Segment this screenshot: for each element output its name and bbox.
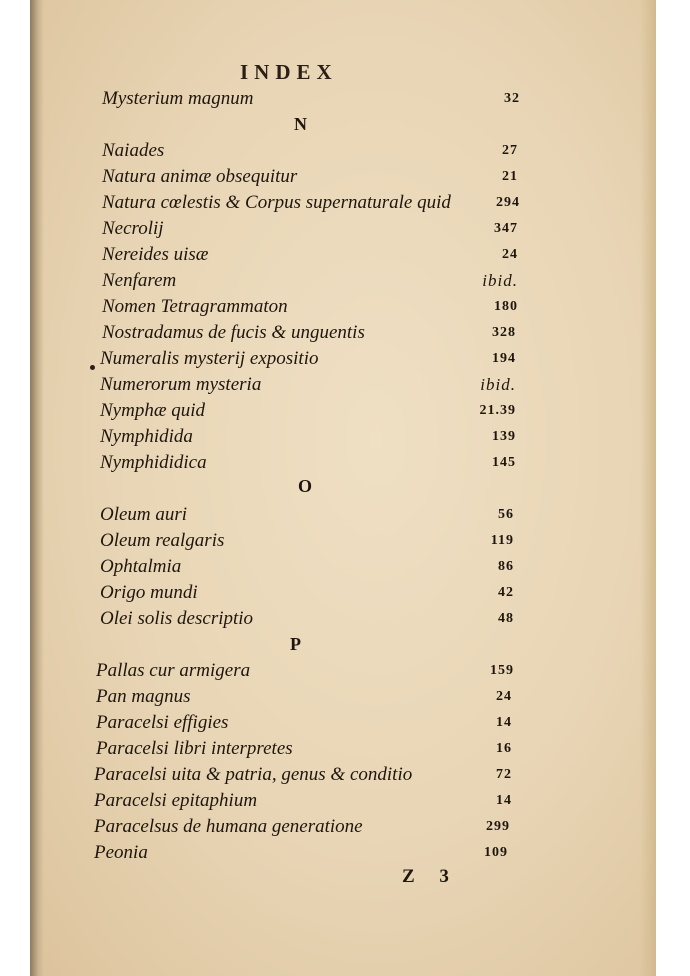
index-entry — [102, 216, 518, 242]
entry-page: 48 — [498, 611, 514, 626]
entry-page: 328 — [492, 325, 516, 340]
signature-mark: Z 3 — [402, 866, 459, 887]
index-entry — [96, 658, 514, 684]
page-edge — [640, 0, 656, 976]
entry-page: 119 — [490, 533, 514, 548]
entry-term: Pan magnus — [96, 686, 191, 707]
entry-page: 159 — [490, 663, 514, 678]
entry-page: 16 — [496, 741, 512, 756]
index-entry — [100, 580, 514, 606]
index-entry — [102, 242, 518, 268]
section-letter-n: N — [294, 114, 307, 134]
binding-gutter — [30, 0, 44, 976]
entry-page: 109 — [484, 845, 508, 860]
entry-term: Origo mundi — [100, 582, 198, 603]
entry-page: ibid. — [482, 271, 518, 290]
section-letter-o: O — [298, 476, 313, 496]
entry-term: Numeralis mysterij expositio — [100, 348, 319, 369]
entry-term: Nomen Tetragrammaton — [102, 296, 288, 317]
index-entry — [102, 320, 516, 346]
index-entry — [100, 554, 514, 580]
entry-term: Ophtalmia — [100, 556, 182, 577]
entry-term: Mysterium magnum — [102, 88, 254, 109]
entry-page: 139 — [492, 429, 516, 444]
entry-term: Paracelsi epitaphium — [94, 790, 258, 811]
ink-dot — [90, 365, 95, 370]
entry-term: Necrolij — [102, 218, 164, 239]
entry-term: Nereides uisæ — [102, 244, 209, 265]
entry-page: 56 — [498, 507, 514, 522]
entry-page: 24 — [496, 689, 512, 704]
entry-page: 347 — [494, 221, 518, 236]
entry-term: Paracelsi libri interpretes — [96, 738, 293, 759]
entry-page: 42 — [498, 585, 514, 600]
entry-page: 14 — [496, 793, 512, 808]
index-entry — [100, 346, 516, 372]
entry-page: 180 — [494, 299, 518, 314]
index-entry — [100, 450, 516, 476]
entry-term: Nymphidida — [100, 426, 193, 447]
entry-page: 145 — [492, 455, 516, 470]
entry-term: Nymphididica — [100, 452, 207, 473]
entry-page: 194 — [492, 351, 516, 366]
entry-page: 299 — [486, 819, 510, 834]
index-entry — [94, 840, 508, 866]
index-entry — [96, 710, 512, 736]
index-entry — [100, 398, 516, 424]
entry-page: 294 — [496, 195, 520, 210]
index-entry — [100, 372, 516, 398]
entry-term: Paracelsi effigies — [96, 712, 229, 733]
entry-term: Natura animæ obsequitur — [102, 166, 298, 187]
entry-page: 24 — [502, 247, 518, 262]
entry-page: 21.39 — [479, 403, 516, 418]
entry-page: 27 — [502, 143, 518, 158]
index-entry — [100, 606, 514, 632]
index-entry — [96, 736, 512, 762]
section-letter-p: P — [290, 634, 301, 654]
index-entry — [102, 190, 520, 216]
entry-term: Nostradamus de fucis & unguentis — [102, 322, 365, 343]
index-entry — [102, 294, 518, 320]
entry-term: Paracelsus de humana generatione — [94, 816, 363, 837]
index-entry — [102, 86, 520, 112]
entry-page: 21 — [502, 169, 518, 184]
entry-page: ibid. — [480, 375, 516, 394]
index-entry — [94, 814, 510, 840]
entry-page: 72 — [496, 767, 512, 782]
index-entry — [96, 684, 512, 710]
entry-term: Natura cœlestis & Corpus supernaturale quid — [102, 192, 451, 213]
index-entry — [100, 502, 514, 528]
index-header: INDEX — [240, 60, 338, 84]
index-entry — [102, 138, 518, 164]
entry-page: 14 — [496, 715, 512, 730]
entry-term: Nymphæ quid — [100, 400, 206, 421]
entry-term: Oleum auri — [100, 504, 188, 525]
entry-term: Paracelsi uita & patria, genus & conditio — [94, 764, 413, 785]
index-entry — [94, 788, 512, 814]
entry-term: Peonia — [94, 842, 148, 863]
entry-page: 86 — [498, 559, 514, 574]
index-entry — [102, 268, 518, 294]
index-entry — [94, 762, 512, 788]
entry-term: Olei solis descriptio — [100, 608, 254, 629]
index-entry — [102, 164, 518, 190]
entry-term: Nenfarem — [102, 270, 177, 291]
entry-term: Oleum realgaris — [100, 530, 225, 551]
index-entry — [100, 424, 516, 450]
entry-term: Naiades — [102, 140, 165, 161]
entry-term: Numerorum mysteria — [100, 374, 262, 395]
entry-page: 32 — [504, 91, 520, 106]
index-entry — [100, 528, 514, 554]
entry-term: Pallas cur armigera — [96, 660, 251, 681]
